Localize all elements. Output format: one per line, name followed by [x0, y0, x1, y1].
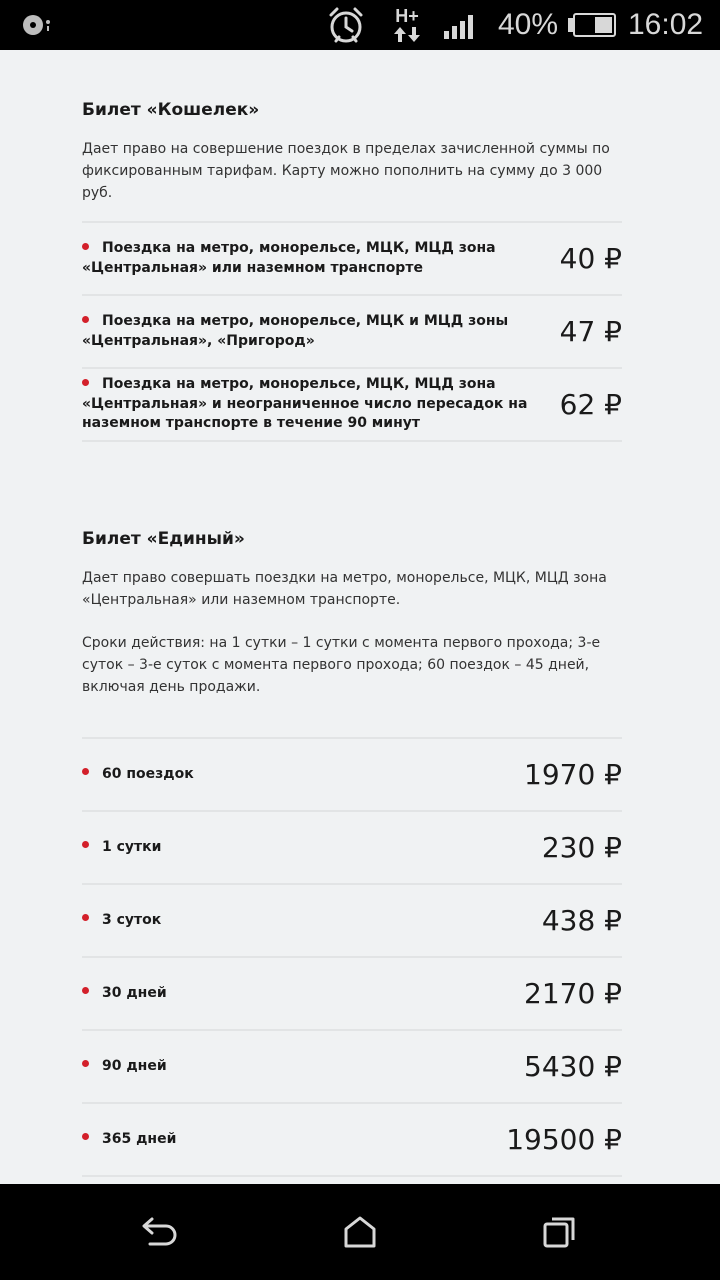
signal-icon: [444, 0, 478, 50]
wallet-row: [82, 223, 622, 296]
unified-row: [82, 812, 622, 885]
unified-validity: Сроки действия: на 1 сутки – 1 сутки с момента первого прохода; 3-е суток – 3-е суток с момента первого прохода; 60 поездок – 45 дней, включая день продажи.: [82, 635, 601, 695]
unified-row: [82, 739, 622, 812]
home-button[interactable]: [330, 1202, 390, 1262]
alarm-icon: [326, 0, 366, 50]
network-type: H+: [395, 6, 419, 26]
unified-ticket-section: [82, 529, 622, 549]
wallet-price-list: [82, 221, 622, 442]
wallet-row-price: 47 ₽: [559, 315, 622, 348]
bullet-icon: [82, 1133, 89, 1140]
wallet-row-label: Поездка на метро, монорельсе, МЦК и МЦД зоны «Центральная», «Пригород»: [82, 313, 509, 349]
unified-row-price: 19500 ₽: [506, 1123, 622, 1156]
bullet-icon: [82, 914, 89, 921]
unified-row-label: 365 дней: [102, 1130, 177, 1147]
media-icon: [20, 0, 52, 50]
unified-row: [82, 885, 622, 958]
wallet-row: [82, 369, 622, 442]
back-icon: [140, 1215, 180, 1249]
unified-row-price: 2170 ₽: [524, 977, 622, 1010]
unified-row-price: 230 ₽: [541, 831, 622, 864]
wallet-row: [82, 296, 622, 369]
content-area[interactable]: [0, 50, 720, 1184]
wallet-ticket-section: [82, 100, 622, 120]
unified-title: Билет «Единый»: [82, 529, 245, 549]
unified-description: Дает право совершать поездки на метро, монорельсе, МЦК, МЦД зона «Центральная» или наземном транспорте.: [82, 570, 607, 608]
unified-row-label: 30 дней: [102, 984, 167, 1001]
navigation-bar: [0, 1184, 720, 1280]
battery-icon: [567, 0, 617, 50]
clock: 16:02: [628, 8, 704, 41]
unified-row-label: 90 дней: [102, 1057, 167, 1074]
unified-row-label: 3 суток: [102, 911, 162, 928]
unified-price-list: [82, 737, 622, 1177]
bullet-icon: [82, 768, 89, 775]
bullet-icon: [82, 987, 89, 994]
unified-row-price: 1970 ₽: [524, 758, 622, 791]
bullet-icon: [82, 316, 89, 323]
wallet-title: Билет «Кошелек»: [82, 100, 260, 120]
unified-description-block: [82, 567, 622, 611]
home-icon: [342, 1215, 378, 1249]
bullet-icon: [82, 379, 89, 386]
status-bar: [0, 0, 720, 50]
wallet-row-label: Поездка на метро, монорельсе, МЦК, МЦД зона «Центральная» или наземном транспорте: [82, 240, 496, 276]
wallet-description: Дает право на совершение поездок в пределах зачисленной суммы по фиксированным тарифам. Карту можно пополнить на сумму до 3 000 руб.: [82, 141, 610, 201]
wallet-description-block: [82, 138, 622, 204]
bullet-icon: [82, 243, 89, 250]
data-arrows-icon: [392, 0, 422, 50]
wallet-row-label: Поездка на метро, монорельсе, МЦК, МЦД зона «Центральная» и неограниченное число пересадок на наземном транспорте в течение 90 минут: [82, 376, 528, 432]
unified-row-price: 5430 ₽: [524, 1050, 622, 1083]
recents-button[interactable]: [530, 1202, 590, 1262]
back-button[interactable]: [130, 1202, 190, 1262]
unified-validity-block: [82, 632, 622, 698]
unified-row: [82, 958, 622, 1031]
wallet-row-price: 40 ₽: [559, 242, 622, 275]
unified-row-label: 60 поездок: [102, 765, 194, 782]
unified-row: [82, 1031, 622, 1104]
bullet-icon: [82, 1060, 89, 1067]
recents-icon: [542, 1215, 578, 1249]
wallet-row-price: 62 ₽: [559, 388, 622, 421]
unified-row-label: 1 сутки: [102, 838, 162, 855]
bullet-icon: [82, 841, 89, 848]
unified-row-price: 438 ₽: [541, 904, 622, 937]
battery-percent: 40%: [498, 8, 559, 41]
unified-row: [82, 1104, 622, 1177]
